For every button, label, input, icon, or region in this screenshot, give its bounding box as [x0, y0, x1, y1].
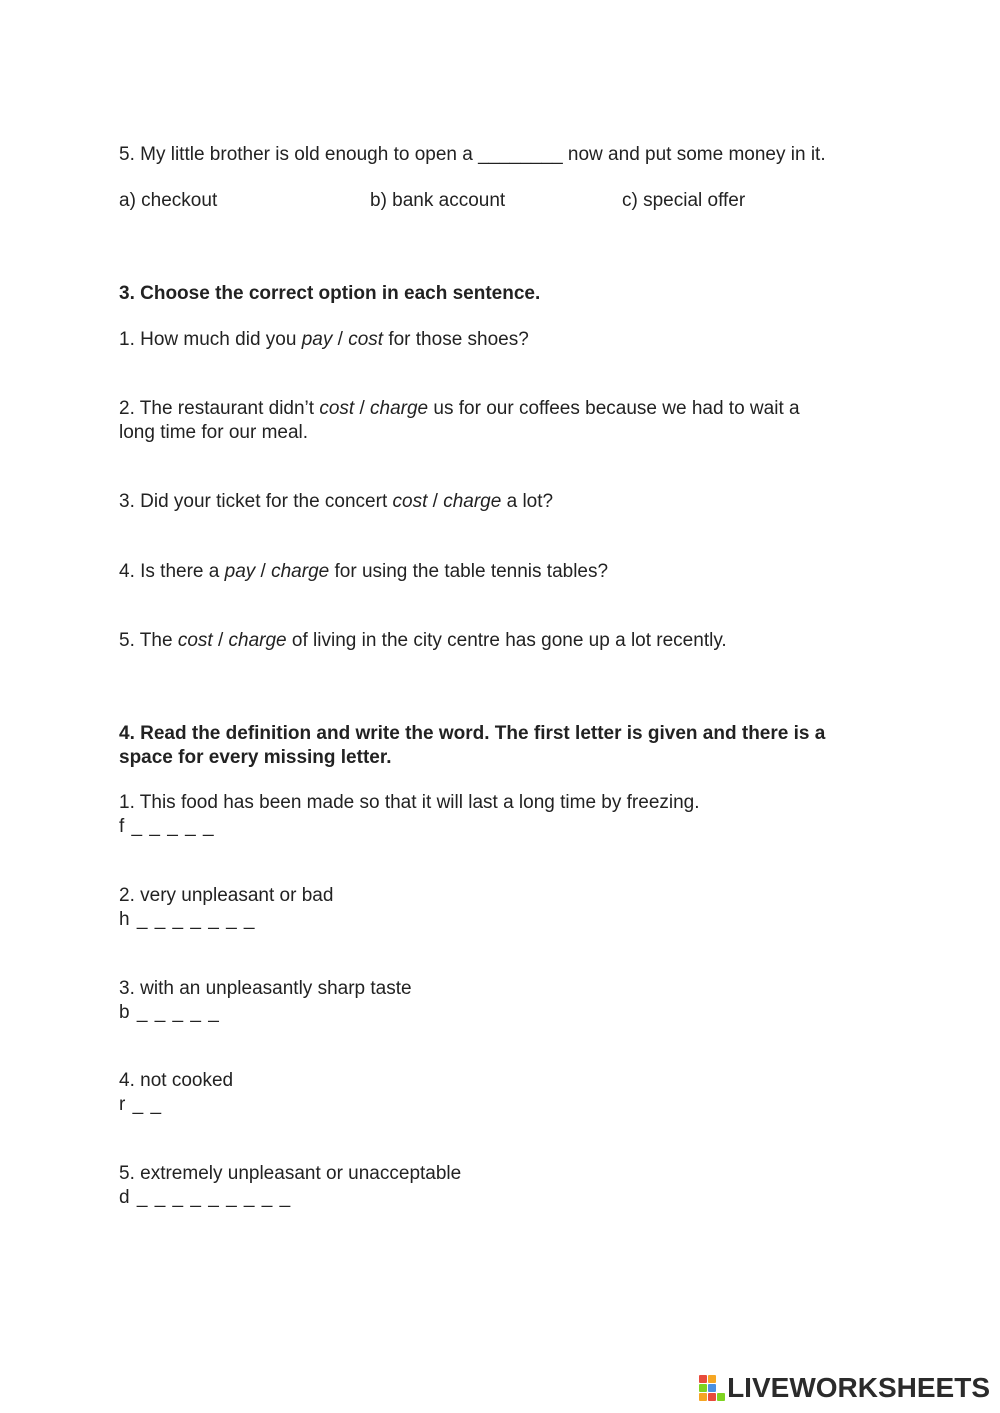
section4-answer-4[interactable]: r _ _ — [119, 1094, 163, 1115]
logo-block — [708, 1393, 716, 1401]
logo-text: LIVEWORKSHEETS — [727, 1372, 990, 1403]
section3-item-3: 3. Did your ticket for the concert cost / charge a lot? — [119, 491, 554, 512]
q5-option-a: a) checkout — [119, 190, 218, 211]
liveworksheets-logo — [699, 1371, 990, 1405]
q5-option-c: c) special offer — [622, 190, 746, 211]
section3-item-2: 2. The restaurant didn’t cost / charge us for our coffees because we had to wait a — [119, 398, 800, 419]
section4-definition-4: 4. not cooked — [119, 1070, 234, 1091]
section4-heading-line2: space for every missing letter. — [119, 747, 392, 768]
q5-option-b: b) bank account — [370, 190, 506, 211]
section4-definition-2: 2. very unpleasant or bad — [119, 885, 334, 906]
section4-answer-3[interactable]: b _ _ _ _ _ — [119, 1002, 220, 1023]
q5-sentence: 5. My little brother is old enough to open a ________ now and put some money in it. — [119, 144, 826, 165]
section4-definition-3: 3. with an unpleasantly sharp taste — [119, 978, 412, 999]
option-charge[interactable]: charge — [228, 630, 287, 651]
option-pay[interactable]: pay — [224, 561, 256, 582]
section3-item-5: 5. The cost / charge of living in the city centre has gone up a lot recently. — [119, 630, 727, 651]
logo-blocks-icon — [699, 1375, 725, 1401]
section3-item-4: 4. Is there a pay / charge for using the table tennis tables? — [119, 561, 609, 582]
section4-definition-1: 1. This food has been made so that it will last a long time by freezing. — [119, 792, 700, 813]
option-pay[interactable]: pay — [301, 329, 333, 350]
logo-block — [699, 1375, 707, 1383]
section3-item-2-line2: long time for our meal. — [119, 422, 309, 443]
logo-block — [699, 1384, 707, 1392]
logo-block — [717, 1393, 725, 1401]
logo-block — [708, 1375, 716, 1383]
section4-definition-5: 5. extremely unpleasant or unacceptable — [119, 1163, 462, 1184]
logo-block — [699, 1393, 707, 1401]
section3-item-1: 1. How much did you pay / cost for those shoes? — [119, 329, 529, 350]
section4-answer-1[interactable]: f _ _ _ _ _ — [119, 816, 215, 837]
logo-block — [708, 1384, 716, 1392]
section4-answer-2[interactable]: h _ _ _ _ _ _ _ — [119, 909, 256, 930]
option-charge[interactable]: charge — [271, 561, 330, 582]
option-cost[interactable]: cost — [348, 329, 384, 350]
option-cost[interactable]: cost — [319, 398, 355, 419]
option-cost[interactable]: cost — [392, 491, 428, 512]
section4-answer-5[interactable]: d _ _ _ _ _ _ _ _ _ — [119, 1187, 292, 1208]
section4-heading-line1: 4. Read the definition and write the word. The first letter is given and there is a — [119, 723, 826, 744]
option-charge[interactable]: charge — [443, 491, 502, 512]
option-cost[interactable]: cost — [177, 630, 213, 651]
section3-heading: 3. Choose the correct option in each sentence. — [119, 283, 541, 304]
option-charge[interactable]: charge — [370, 398, 429, 419]
